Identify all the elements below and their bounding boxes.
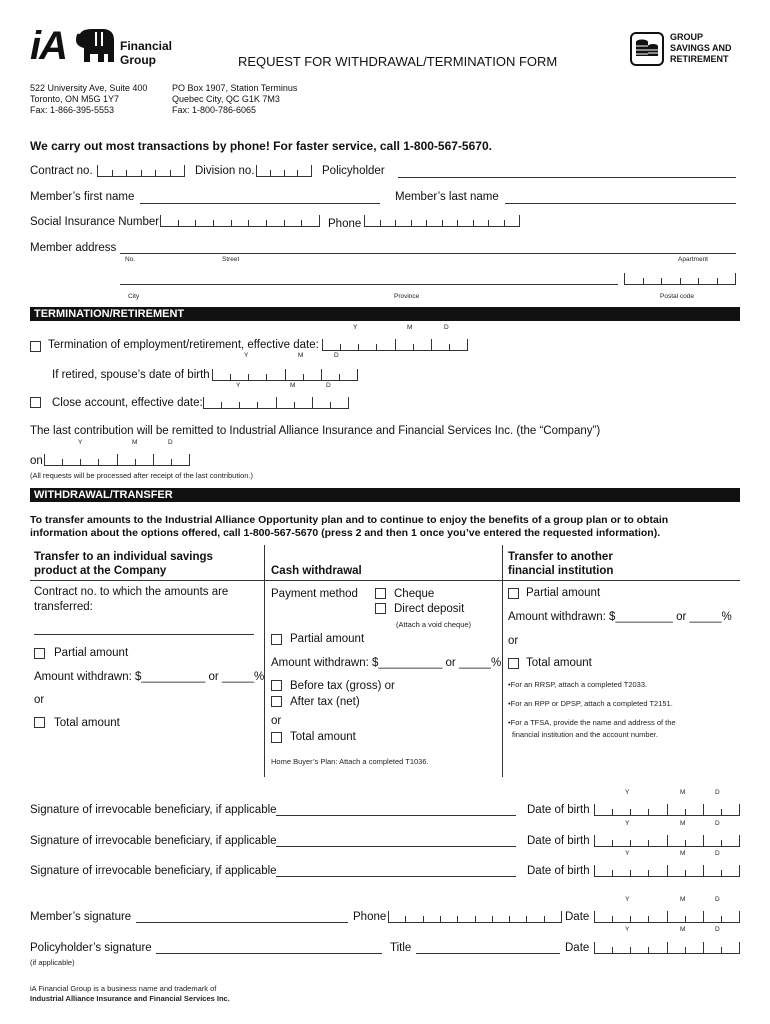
comb-tick [231, 220, 232, 226]
col2-amount-withdrawn[interactable]: Amount withdrawn: $__________ or _____% [271, 657, 502, 669]
termination-date-field[interactable] [322, 339, 468, 351]
comb-tick [171, 459, 172, 465]
comb-tick [160, 215, 161, 226]
comb-tick [184, 165, 185, 176]
termination-section-header: TERMINATION/RETIREMENT [30, 307, 740, 321]
col1-heading-line2: product at the Company [34, 565, 167, 577]
beneficiary-dob-field[interactable] [594, 835, 740, 847]
comb-tick [612, 916, 613, 922]
col2-partial-label: Partial amount [290, 633, 365, 645]
ymd-caption-m: M [680, 926, 686, 933]
comb-tick [630, 947, 631, 953]
comb-tick [648, 947, 649, 953]
comb-tick [594, 835, 595, 846]
void-cheque-note: (Attach a void cheque) [396, 620, 472, 629]
after-tax-label: After tax (net) [290, 696, 360, 708]
address-province-caption: Province [394, 293, 420, 300]
comb-tick [735, 273, 736, 284]
comb-tick [630, 916, 631, 922]
policyholder-field[interactable] [398, 177, 736, 178]
comb-tick [509, 916, 510, 922]
ymd-caption-d: D [326, 382, 331, 389]
comb-tick [405, 916, 406, 922]
col3-total-checkbox[interactable] [508, 658, 519, 669]
ymd-caption-y: Y [625, 926, 630, 933]
comb-tick [230, 374, 231, 380]
spouse-dob-field[interactable] [212, 369, 358, 381]
comb-tick [667, 865, 668, 876]
comb-tick [630, 870, 631, 876]
comb-tick [624, 273, 625, 284]
comb-tick [266, 220, 267, 226]
comb-tick [561, 911, 562, 922]
comb-tick [330, 402, 331, 408]
badge-line2: SAVINGS AND [670, 43, 732, 53]
comb-tick [44, 454, 45, 465]
comb-tick [153, 454, 154, 465]
col2-total-label: Total amount [290, 731, 356, 743]
comb-tick [155, 170, 156, 176]
ymd-caption-y: Y [625, 850, 630, 857]
comb-tick [276, 397, 277, 408]
policyholder-signature-label: Policyholder’s signature [30, 942, 152, 954]
termination-label: Termination of employment/retirement, effective date: [48, 339, 319, 351]
comb-tick [195, 220, 196, 226]
last-contribution-date-field[interactable] [44, 454, 190, 466]
spouse-dob-label: If retired, spouse’s date of birth [52, 369, 210, 381]
comb-tick [380, 220, 381, 226]
comb-tick [413, 344, 414, 350]
comb-tick [667, 942, 668, 953]
policyholder-date-label: Date [565, 942, 590, 954]
comb-tick [473, 220, 474, 226]
withdrawal-section-header: WITHDRAWAL/TRANSFER [30, 488, 740, 502]
comb-tick [339, 374, 340, 380]
comb-tick [395, 220, 396, 226]
ymd-caption-d: D [715, 820, 720, 827]
comb-tick [256, 165, 257, 176]
division-no-label: Division no. [195, 165, 255, 177]
comb-tick [62, 459, 63, 465]
comb-tick [667, 911, 668, 922]
col2-heading: Cash withdrawal [271, 565, 362, 577]
ymd-caption-m: M [407, 324, 413, 331]
comb-tick [643, 278, 644, 284]
comb-tick [721, 870, 722, 876]
comb-tick [721, 916, 722, 922]
policyholder-date-field[interactable] [594, 942, 740, 954]
if-applicable-note: (if applicable) [30, 958, 75, 967]
ymd-caption-d: D [168, 439, 173, 446]
col3-heading-line1: Transfer to another [508, 551, 613, 563]
col3-amount-withdrawn[interactable]: Amount withdrawn: $_________ or _____% [508, 611, 732, 623]
form-title: REQUEST FOR WITHDRAWAL/TERMINATION FORM [238, 54, 558, 69]
comb-tick [612, 809, 613, 815]
comb-tick [135, 459, 136, 465]
comb-tick [364, 215, 365, 226]
comb-tick [594, 804, 595, 815]
comb-tick [80, 459, 81, 465]
comb-tick [348, 397, 349, 408]
comb-tick [698, 278, 699, 284]
member-address-label: Member address [30, 242, 117, 254]
cheque-label: Cheque [394, 588, 435, 600]
comb-tick [248, 220, 249, 226]
division-no-field[interactable] [256, 165, 312, 177]
comb-tick [303, 374, 304, 380]
last-name-label: Member’s last name [395, 191, 499, 203]
col1-or: or [34, 694, 45, 706]
beneficiary-signature-field[interactable] [276, 876, 516, 877]
col1-heading-line1: Transfer to an individual savings [34, 551, 213, 563]
comb-tick [301, 220, 302, 226]
date-of-birth-label: Date of birth [527, 865, 590, 877]
address-line: Fax: 1-800-786-6065 [172, 105, 257, 115]
withdrawal-intro-line2: information about the options offered, call 1-800-567-5670 (press 2 and then 1 once you’ve entered the requested information). [30, 527, 661, 539]
comb-tick [440, 916, 441, 922]
remit-text: The last contribution will be remitted to Industrial Alliance Insurance and Financial Services Inc. (the “Company”) [30, 425, 601, 437]
comb-tick [426, 220, 427, 226]
ymd-caption-d: D [444, 324, 449, 331]
comb-tick [648, 809, 649, 815]
contract-no-label: Contract no. [30, 165, 93, 177]
beneficiary-dob-field[interactable] [594, 865, 740, 877]
comb-tick [257, 402, 258, 408]
comb-tick [703, 865, 704, 876]
comb-tick [685, 870, 686, 876]
comb-tick [170, 170, 171, 176]
comb-tick [266, 374, 267, 380]
first-name-field[interactable] [140, 203, 380, 204]
comb-tick [284, 170, 285, 176]
comb-tick [449, 344, 450, 350]
col1-contract-line1: Contract no. to which the amounts are [34, 586, 229, 598]
comb-tick [117, 454, 118, 465]
contract-no-field[interactable] [97, 165, 185, 177]
comb-tick [612, 870, 613, 876]
comb-tick [739, 942, 740, 953]
comb-tick [739, 835, 740, 846]
address-line: Toronto, ON M5G 1Y7 [30, 94, 120, 104]
ymd-caption-y: Y [625, 896, 630, 903]
comb-tick [284, 220, 285, 226]
address-postal-caption: Postal code [660, 293, 694, 300]
phone-field[interactable] [364, 215, 520, 227]
comb-tick [423, 916, 424, 922]
footer-line1: iA Financial Group is a business name and trademark of [30, 984, 217, 993]
comb-tick [703, 911, 704, 922]
comb-tick [98, 459, 99, 465]
cheque-checkbox[interactable] [375, 588, 386, 599]
comb-tick [126, 170, 127, 176]
ymd-caption-m: M [290, 382, 296, 389]
phone-label: Phone [328, 218, 362, 230]
comb-tick [457, 220, 458, 226]
badge-line3: RETIREMENT [670, 54, 729, 64]
logo-financial: Financial [120, 39, 173, 53]
beneficiary-signature-field[interactable] [276, 846, 516, 847]
comb-tick [703, 835, 704, 846]
comb-tick [395, 339, 396, 350]
close-account-label: Close account, effective date: [52, 397, 203, 409]
comb-tick [685, 916, 686, 922]
col3-total-label: Total amount [526, 657, 592, 669]
ymd-caption-y: Y [244, 352, 249, 359]
comb-tick [703, 804, 704, 815]
col3-partial-label: Partial amount [526, 587, 601, 599]
ymd-caption-m: M [132, 439, 138, 446]
ymd-caption-d: D [715, 850, 720, 857]
comb-tick [526, 916, 527, 922]
comb-tick [703, 942, 704, 953]
beneficiary-signature-label: Signature of irrevocable beneficiary, if applicable [30, 865, 277, 877]
comb-tick [322, 339, 323, 350]
member-signature-field[interactable] [136, 922, 348, 923]
comb-tick [239, 402, 240, 408]
col1-contract-field[interactable] [34, 634, 254, 635]
comb-tick [248, 374, 249, 380]
rrsp-note: •For an RRSP, attach a completed T2033. [508, 680, 648, 689]
payment-method-label: Payment method [271, 588, 358, 600]
comb-tick [340, 344, 341, 350]
comb-tick [630, 840, 631, 846]
ymd-caption-y: Y [353, 324, 358, 331]
comb-tick [178, 220, 179, 226]
beneficiary-signature-label: Signature of irrevocable beneficiary, if applicable [30, 804, 277, 816]
comb-tick [717, 278, 718, 284]
rpp-note: •For an RPP or DPSP, attach a completed T2151. [508, 699, 673, 708]
comb-tick [612, 840, 613, 846]
sin-field[interactable] [160, 215, 320, 227]
beneficiary-dob-field[interactable] [594, 804, 740, 816]
signature-phone-field[interactable] [388, 911, 562, 923]
sin-label: Social Insurance Number [30, 216, 160, 228]
close-account-date-field[interactable] [203, 397, 349, 409]
comb-tick [721, 947, 722, 953]
comb-tick [467, 339, 468, 350]
member-date-field[interactable] [594, 911, 740, 923]
comb-tick [739, 804, 740, 815]
coins-icon [630, 32, 664, 66]
comb-tick [648, 870, 649, 876]
address-line: 522 University Ave, Suite 400 [30, 83, 148, 93]
badge-line1: GROUP [670, 32, 704, 42]
comb-tick [630, 809, 631, 815]
col1-total-label: Total amount [54, 717, 120, 729]
direct-deposit-checkbox[interactable] [375, 603, 386, 614]
before-tax-label: Before tax (gross) or [290, 680, 395, 692]
policyholder-label: Policyholder [322, 165, 385, 177]
comb-tick [294, 402, 295, 408]
address-street-field[interactable] [120, 253, 736, 254]
logo-group: Group [120, 53, 156, 67]
policyholder-signature-field[interactable] [156, 953, 382, 954]
comb-tick [492, 916, 493, 922]
comb-tick [488, 220, 489, 226]
direct-deposit-label: Direct deposit [394, 603, 465, 615]
ymd-caption-y: Y [625, 820, 630, 827]
member-signature-label: Member’s signature [30, 911, 132, 923]
comb-tick [112, 170, 113, 176]
member-date-label: Date [565, 911, 590, 923]
address-line: PO Box 1907, Station Terminus [172, 83, 298, 93]
comb-tick [442, 220, 443, 226]
comb-tick [376, 344, 377, 350]
footer-line2: Industrial Alliance Insurance and Financial Services Inc. [30, 994, 230, 1003]
ymd-caption-d: D [715, 926, 720, 933]
last-name-field[interactable] [505, 203, 736, 204]
ymd-caption-m: M [680, 896, 686, 903]
address-no-caption: No. [125, 256, 136, 263]
col2-partial-checkbox[interactable] [271, 634, 282, 645]
ymd-caption-d: D [715, 789, 720, 796]
comb-tick [544, 916, 545, 922]
withdrawal-intro-line1: To transfer amounts to the Industrial Alliance Opportunity plan and to continue to enjoy the benefits of a group plan or to obtain [30, 514, 669, 526]
col2-total-checkbox[interactable] [271, 732, 282, 743]
tfsa-note-line2: financial institution and the account number. [512, 730, 658, 739]
comb-tick [648, 916, 649, 922]
col3-heading-line2: financial institution [508, 565, 614, 577]
after-tax-checkbox[interactable] [271, 696, 282, 707]
ymd-caption-d: D [715, 896, 720, 903]
comb-tick [213, 220, 214, 226]
ymd-caption-y: Y [625, 789, 630, 796]
comb-tick [667, 835, 668, 846]
comb-tick [721, 809, 722, 815]
title-label: Title [390, 942, 412, 954]
address-apartment-caption: Apartment [678, 256, 708, 263]
comb-tick [97, 165, 98, 176]
comb-tick [212, 369, 213, 380]
comb-tick [411, 220, 412, 226]
comb-tick [594, 942, 595, 953]
address-street-caption: Street [222, 256, 240, 263]
comb-tick [285, 369, 286, 380]
comb-tick [504, 220, 505, 226]
col3-partial-checkbox[interactable] [508, 588, 519, 599]
comb-tick [141, 170, 142, 176]
comb-tick [357, 369, 358, 380]
comb-tick [648, 840, 649, 846]
address-line: Fax: 1-866-395-5553 [30, 105, 115, 115]
address-toronto [30, 83, 147, 116]
col1-partial-label: Partial amount [54, 647, 129, 659]
comb-tick [685, 840, 686, 846]
comb-tick [297, 170, 298, 176]
comb-tick [739, 911, 740, 922]
date-of-birth-label: Date of birth [527, 804, 590, 816]
comb-tick [457, 916, 458, 922]
logo-ia-text: iA [30, 24, 66, 68]
comb-tick [661, 278, 662, 284]
comb-tick [685, 809, 686, 815]
ymd-caption-m: M [680, 820, 686, 827]
beneficiary-signature-label: Signature of irrevocable beneficiary, if applicable [30, 835, 277, 847]
comb-tick [519, 215, 520, 226]
comb-tick [594, 911, 595, 922]
ymd-caption-y: Y [78, 439, 83, 446]
first-name-label: Member’s first name [30, 191, 135, 203]
comb-tick [612, 947, 613, 953]
ymd-caption-m: M [680, 850, 686, 857]
comb-tick [203, 397, 204, 408]
title-field[interactable] [416, 953, 560, 954]
col3-or: or [508, 635, 519, 647]
comb-tick [358, 344, 359, 350]
signature-phone-label: Phone [353, 911, 387, 923]
on-label: on [30, 455, 43, 467]
close-account-checkbox[interactable] [30, 397, 41, 408]
beneficiary-signature-field[interactable] [276, 815, 516, 816]
comb-tick [594, 865, 595, 876]
comb-tick [667, 804, 668, 815]
comb-tick [312, 397, 313, 408]
tfsa-note-line1: •For a TFSA, provide the name and address of the [508, 718, 676, 727]
address-city-field[interactable] [120, 284, 618, 285]
column-header-divider [30, 580, 740, 581]
col2-or: or [271, 715, 282, 727]
termination-checkbox[interactable] [30, 341, 41, 352]
comb-tick [475, 916, 476, 922]
ymd-caption-m: M [298, 352, 304, 359]
processing-note: (All requests will be processed after receipt of the last contribution.) [30, 471, 254, 480]
col1-total-checkbox[interactable] [34, 717, 45, 728]
comb-tick [319, 215, 320, 226]
intro-phone-text: We carry out most transactions by phone! For faster service, call 1-800-567-5670. [30, 139, 492, 153]
comb-tick [321, 369, 322, 380]
comb-tick [270, 170, 271, 176]
postal-code-field[interactable] [624, 273, 736, 285]
ymd-caption-m: M [680, 789, 686, 796]
comb-tick [311, 165, 312, 176]
comb-tick [189, 454, 190, 465]
col1-contract-line2: transferred: [34, 601, 93, 613]
address-quebec [172, 83, 297, 116]
comb-tick [739, 865, 740, 876]
ymd-caption-y: Y [236, 382, 241, 389]
address-city-caption: City [128, 293, 140, 300]
address-line: Quebec City, QC G1K 7M3 [172, 94, 280, 104]
col1-amount-withdrawn[interactable]: Amount withdrawn: $__________ or _____% [34, 671, 265, 683]
col1-partial-checkbox[interactable] [34, 648, 45, 659]
elephant-icon [74, 28, 116, 64]
comb-tick [685, 947, 686, 953]
comb-tick [680, 278, 681, 284]
ymd-caption-d: D [334, 352, 339, 359]
before-tax-checkbox[interactable] [271, 680, 282, 691]
hbp-note: Home Buyer’s Plan: Attach a completed T1036. [271, 757, 429, 766]
comb-tick [221, 402, 222, 408]
date-of-birth-label: Date of birth [527, 835, 590, 847]
comb-tick [388, 911, 389, 922]
comb-tick [431, 339, 432, 350]
comb-tick [721, 840, 722, 846]
